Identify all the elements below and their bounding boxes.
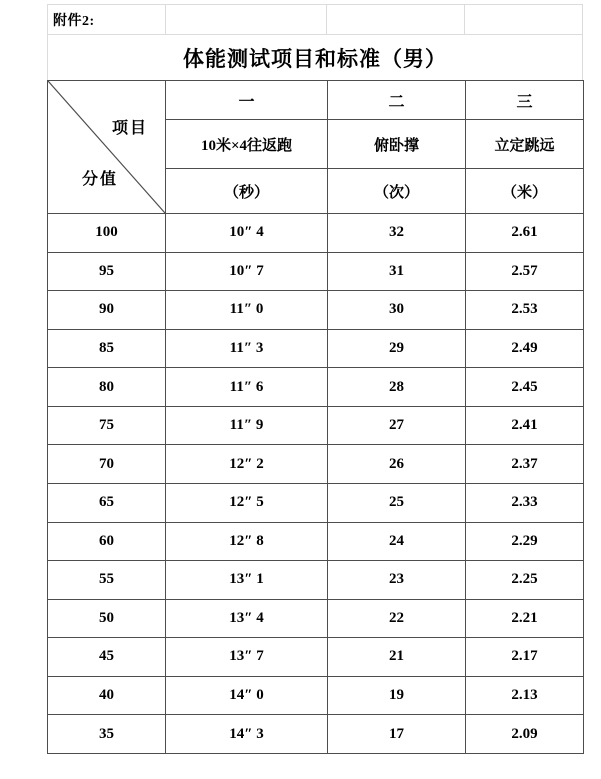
run-cell: 13″ 7 (166, 638, 328, 677)
column-name-shuttle-run: 10米×4往返跑 (166, 120, 328, 169)
run-cell: 12″ 8 (166, 523, 328, 562)
score-cell: 65 (48, 484, 166, 523)
empty-cell (465, 5, 583, 34)
column-index-1: 一 (166, 81, 328, 120)
standards-grid (47, 80, 584, 754)
jump-cell: 2.49 (466, 330, 584, 369)
column-name-standing-jump: 立定跳远 (466, 120, 584, 169)
pushups-cell: 17 (328, 715, 466, 754)
column-index-2: 二 (328, 81, 466, 120)
score-cell: 80 (48, 368, 166, 407)
score-cell: 85 (48, 330, 166, 369)
pushups-cell: 25 (328, 484, 466, 523)
diagonal-line (48, 81, 165, 213)
score-cell: 100 (48, 214, 166, 253)
jump-cell: 2.13 (466, 677, 584, 716)
pushups-cell: 28 (328, 368, 466, 407)
jump-cell: 2.57 (466, 253, 584, 292)
run-cell: 10″ 7 (166, 253, 328, 292)
diagonal-header-cell (48, 81, 166, 214)
run-cell: 12″ 2 (166, 445, 328, 484)
jump-cell: 2.21 (466, 600, 584, 639)
pushups-cell: 27 (328, 407, 466, 446)
column-name-pushups: 俯卧撑 (328, 120, 466, 169)
empty-cell (327, 5, 465, 34)
run-cell: 11″ 9 (166, 407, 328, 446)
score-cell: 50 (48, 600, 166, 639)
jump-cell: 2.17 (466, 638, 584, 677)
run-cell: 14″ 3 (166, 715, 328, 754)
column-unit-reps: （次） (328, 169, 466, 214)
score-cell: 90 (48, 291, 166, 330)
score-cell: 95 (48, 253, 166, 292)
jump-cell: 2.41 (466, 407, 584, 446)
pushups-cell: 21 (328, 638, 466, 677)
score-cell: 55 (48, 561, 166, 600)
jump-cell: 2.45 (466, 368, 584, 407)
corner-label-items: 项目 (111, 120, 148, 137)
pushups-cell: 26 (328, 445, 466, 484)
jump-cell: 2.25 (466, 561, 584, 600)
fitness-standards-table (47, 4, 583, 754)
pushups-cell: 22 (328, 600, 466, 639)
run-cell: 11″ 0 (166, 291, 328, 330)
jump-cell: 2.09 (466, 715, 584, 754)
score-cell: 45 (48, 638, 166, 677)
pushups-cell: 30 (328, 291, 466, 330)
run-cell: 10″ 4 (166, 214, 328, 253)
run-cell: 11″ 6 (166, 368, 328, 407)
jump-cell: 2.53 (466, 291, 584, 330)
score-cell: 40 (48, 677, 166, 716)
pushups-cell: 29 (328, 330, 466, 369)
pushups-cell: 24 (328, 523, 466, 562)
jump-cell: 2.61 (466, 214, 584, 253)
score-cell: 75 (48, 407, 166, 446)
column-unit-meters: （米） (466, 169, 584, 214)
corner-label-score: 分值 (82, 171, 119, 188)
jump-cell: 2.29 (466, 523, 584, 562)
score-cell: 35 (48, 715, 166, 754)
column-unit-seconds: （秒） (166, 169, 328, 214)
pushups-cell: 23 (328, 561, 466, 600)
title-row (47, 35, 583, 80)
run-cell: 11″ 3 (166, 330, 328, 369)
pushups-cell: 32 (328, 214, 466, 253)
run-cell: 14″ 0 (166, 677, 328, 716)
attachment-cell (48, 5, 166, 34)
jump-cell: 2.37 (466, 445, 584, 484)
score-cell: 70 (48, 445, 166, 484)
run-cell: 13″ 4 (166, 600, 328, 639)
empty-cell (166, 5, 328, 34)
column-index-3: 三 (466, 81, 584, 120)
attachment-label: 附件2: (53, 13, 95, 29)
run-cell: 12″ 5 (166, 484, 328, 523)
score-cell: 60 (48, 523, 166, 562)
run-cell: 13″ 1 (166, 561, 328, 600)
page-title: 体能测试项目和标准（男） (183, 46, 447, 71)
pushups-cell: 31 (328, 253, 466, 292)
attachment-row (47, 4, 583, 35)
pushups-cell: 19 (328, 677, 466, 716)
jump-cell: 2.33 (466, 484, 584, 523)
